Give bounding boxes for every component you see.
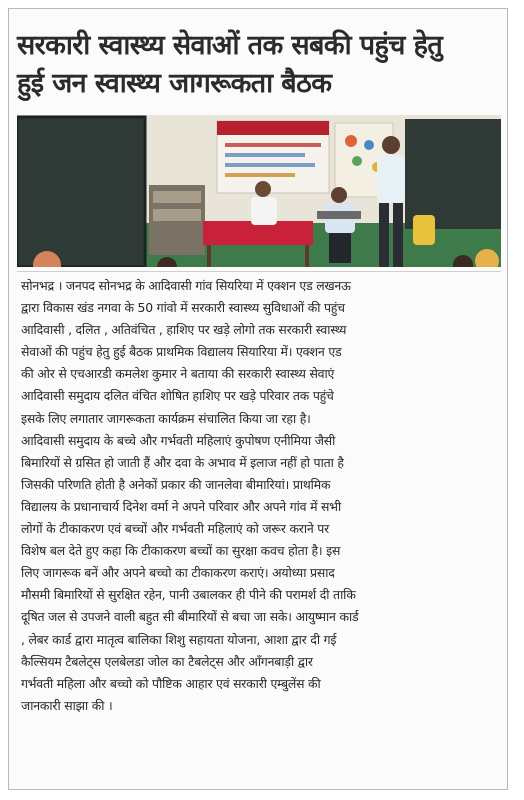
body-line: की ओर से एचआरडी कमलेश कुमार ने बताया की सरकारी स्वास्थ्य सेवाएं: [21, 366, 335, 382]
body-line: मौसमी बिमारियों से सुरक्षित रहेन, पानी उबालकर ही पीने की परामर्श दी ताकि: [21, 587, 356, 603]
person-seated-2: [331, 187, 347, 203]
person-seated-1: [255, 181, 271, 197]
body-line: आदिवासी समुदाय दलित वंचित शोषित हाशिए पर खड़े परिवार तक पहुंचे: [21, 388, 334, 404]
body-line: आदिवासी , दलित , अतिवंचित , हाशिए पर खड़े लोगो तक सरकारी स्वास्थ्य: [21, 322, 347, 338]
body-line: विद्यालय के प्रधानाचार्य दिनेश वर्मा ने अपने परिवार और अपने गांव में सभी: [21, 498, 341, 514]
body-line: आदिवासी समुदाय के बच्चे और गर्भवती महिलाएं कुपोषण एनीमिया जैसी: [21, 432, 336, 448]
meeting-photo-illustration: [17, 115, 501, 267]
body-line: बिमारियों से ग्रसित हो जाती हैं और दवा के अभाव में इलाज नहीं हो पाता है: [21, 454, 344, 470]
body-line: सोनभद्र । जनपद सोनभद्र के आदिवासी गांव सियरिया में एक्शन एड लखनऊ: [21, 278, 351, 293]
body-line: जानकारी साझा की ।: [21, 697, 113, 713]
blackboard: [17, 117, 145, 267]
headline-line-2: हुई जन स्वास्थ्य जागरूकता बैठक: [17, 68, 332, 99]
body-line: , लेबर कार्ड द्वारा मातृत्व बालिका शिशु सहायता योजना, आशा द्वार दी गई: [21, 631, 337, 647]
body-line: कैल्सियम टैबलेट्स एलबेलडा जोल का टैबलेट्स और आँगनबाड़ी द्वार: [21, 653, 313, 669]
body-line: इसके लिए लगातार जागरूकता कार्यक्रम संचालित किया जा रहा है।: [21, 410, 311, 426]
article-body: [21, 275, 501, 717]
yellow-chair: [413, 215, 435, 245]
body-line: दूषित जल से उपजने वाली बहुत सी बीमारियों से बचा जा सके। आयुष्मान कार्ड: [21, 609, 359, 625]
headline: [17, 27, 503, 103]
body-line: जिसकी परिणति होती है अनेकों प्रकार की जानलेवा बीमारियां। प्राथमिक: [21, 476, 331, 492]
article-photo: [17, 115, 501, 267]
blackboard-right: [405, 119, 501, 229]
body-line: द्वारा विकास खंड नगवा के 50 गांवो में सरकारी स्वास्थ्य सुविधाओं की पहुंच: [21, 300, 345, 316]
body-line: लोगों के टीकाकरण एवं बच्चों और गर्भवती महिलाएं को जरूर कराने पर: [21, 521, 329, 537]
body-line: सेवाओं की पहुंच हेतु हुई बैठक प्राथमिक विद्यालय सियारिया में। एक्शन एड: [21, 344, 342, 360]
divider: [17, 271, 501, 272]
body-line: गर्भवती महिला और बच्चो को पौष्टिक आहार एवं सरकारी एम्बुलेंस की: [21, 675, 321, 691]
body-line: लिए जागरूक बनें और अपने बच्चो का टीकाकरण कराएं। अयोध्या प्रसाद: [21, 565, 335, 581]
headline-line-1: सरकारी स्वास्थ्य सेवाओं तक सबकी पहुंच हेतु: [17, 30, 443, 61]
newspaper-clipping: [8, 8, 508, 790]
person-standing-speaker: [382, 136, 400, 154]
body-line: विशेष बल देते हुए कहा कि टीकाकरण बच्चों का सुरक्षा कवच होता है। इस: [21, 543, 341, 559]
